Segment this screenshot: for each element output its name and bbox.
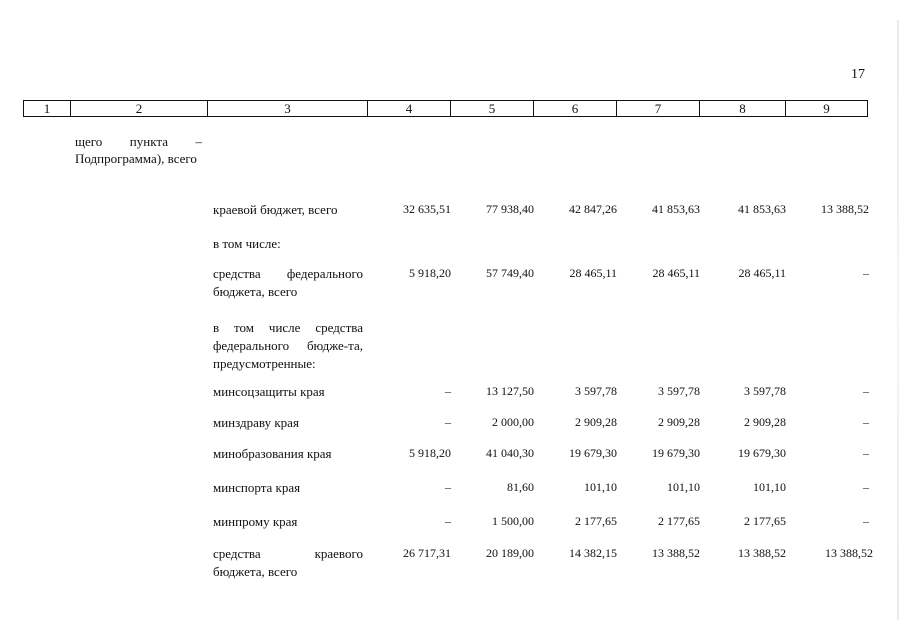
scan-edge-artifact bbox=[897, 20, 899, 620]
column-header-5: 5 bbox=[450, 101, 533, 116]
value-col9: – bbox=[863, 514, 869, 528]
row-label: минспорта края bbox=[213, 480, 301, 495]
value-col5: 1 500,00 bbox=[492, 514, 534, 528]
value-col4: 5 918,20 bbox=[409, 266, 451, 280]
table-header-row bbox=[23, 100, 868, 117]
value-col8: 28 465,11 bbox=[738, 266, 786, 280]
value-col6: 2 909,28 bbox=[575, 415, 617, 429]
row-label: средства краевого бюджета, всего bbox=[213, 546, 363, 579]
value-col5: 77 938,40 bbox=[486, 202, 534, 216]
value-col9: – bbox=[863, 446, 869, 460]
value-col6: 2 177,65 bbox=[575, 514, 617, 528]
value-col9: – bbox=[863, 266, 869, 280]
value-col4: 26 717,31 bbox=[403, 546, 451, 560]
column-header-8: 8 bbox=[699, 101, 785, 116]
value-col4: – bbox=[445, 384, 451, 398]
value-col5: 13 127,50 bbox=[486, 384, 534, 398]
value-col8: 13 388,52 bbox=[738, 546, 786, 560]
value-col9: 13 388,52 bbox=[821, 202, 869, 216]
column-header-3: 3 bbox=[207, 101, 367, 116]
column-header-6: 6 bbox=[533, 101, 616, 116]
value-col7: 2 177,65 bbox=[658, 514, 700, 528]
value-col8: 2 177,65 bbox=[744, 514, 786, 528]
column-header-2: 2 bbox=[70, 101, 207, 116]
value-col6: 19 679,30 bbox=[569, 446, 617, 460]
value-col4: – bbox=[445, 415, 451, 429]
row-label: средства федерального бюджета, всего bbox=[213, 266, 363, 299]
value-col5: 41 040,30 bbox=[486, 446, 534, 460]
value-col8: 2 909,28 bbox=[744, 415, 786, 429]
row-label: минздраву края bbox=[213, 415, 299, 430]
value-col9: – bbox=[863, 384, 869, 398]
value-col6: 28 465,11 bbox=[569, 266, 617, 280]
column-header-1: 1 bbox=[43, 100, 51, 116]
value-col4: – bbox=[445, 480, 451, 494]
value-col7: 3 597,78 bbox=[658, 384, 700, 398]
value-col5: 57 749,40 bbox=[486, 266, 534, 280]
value-col7: 19 679,30 bbox=[652, 446, 700, 460]
row-label: минсоцзащиты края bbox=[213, 384, 325, 399]
value-col5: 20 189,00 bbox=[486, 546, 534, 560]
value-col9: – bbox=[863, 480, 869, 494]
column-header-7: 7 bbox=[616, 101, 699, 116]
column-header-4: 4 bbox=[367, 101, 450, 116]
row-label: минпрому края bbox=[213, 514, 298, 529]
value-col6: 3 597,78 bbox=[575, 384, 617, 398]
value-col8: 41 853,63 bbox=[738, 202, 786, 216]
value-col7: 41 853,63 bbox=[652, 202, 700, 216]
value-col6: 42 847,26 bbox=[569, 202, 617, 216]
value-col7: 13 388,52 bbox=[652, 546, 700, 560]
value-col7: 101,10 bbox=[667, 480, 700, 494]
row-label: в том числе: bbox=[213, 236, 281, 251]
value-col4: – bbox=[445, 514, 451, 528]
value-col8: 19 679,30 bbox=[738, 446, 786, 460]
value-col4: 32 635,51 bbox=[403, 202, 451, 216]
value-col4: 5 918,20 bbox=[409, 446, 451, 460]
value-col5: 81,60 bbox=[507, 480, 534, 494]
continuation-text: щего пункта – Подпрограмма), всего bbox=[75, 134, 202, 166]
value-col8: 3 597,78 bbox=[744, 384, 786, 398]
value-col9: 13 388,52 bbox=[825, 546, 873, 560]
value-col7: 28 465,11 bbox=[652, 266, 700, 280]
value-col6: 101,10 bbox=[584, 480, 617, 494]
value-col6: 14 382,15 bbox=[569, 546, 617, 560]
row-label: краевой бюджет, всего bbox=[213, 202, 338, 217]
value-col5: 2 000,00 bbox=[492, 415, 534, 429]
row-label: минобразования края bbox=[213, 446, 332, 461]
page-number: 17 bbox=[851, 67, 865, 82]
column-header-9: 9 bbox=[785, 101, 867, 116]
row-label: в том числе средства федерального бюдже-та, предусмотренные: bbox=[213, 320, 363, 371]
value-col9: – bbox=[863, 415, 869, 429]
value-col7: 2 909,28 bbox=[658, 415, 700, 429]
value-col8: 101,10 bbox=[753, 480, 786, 494]
